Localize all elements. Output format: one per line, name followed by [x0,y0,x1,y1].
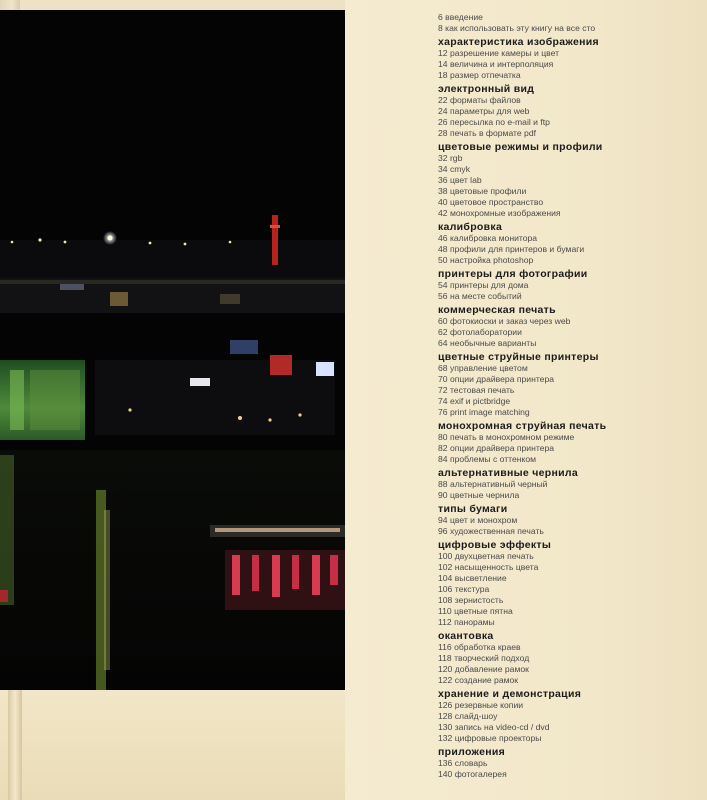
toc-entry: 88 альтернативный черный [438,479,548,489]
toc-section-heading: хранение и демонстрация [438,688,582,700]
toc-entry: 80 печать в монохромном режиме [438,432,575,442]
toc-entry: 82 опции драйвера принтера [438,443,555,453]
toc-section-heading: приложения [438,746,506,758]
toc-entry: 90 цветные чернила [438,490,520,500]
toc-entry: 74 exif и pictbridge [438,396,511,406]
toc-entry: 54 принтеры для дома [438,280,529,290]
toc-section [438,12,700,34]
toc-section-heading: коммерческая печать [438,304,556,316]
toc-entry: 46 калибровка монитора [438,233,538,243]
toc-entry: 108 зернистость [438,595,504,605]
toc-entry: 24 параметры для web [438,106,530,116]
toc-section [438,746,700,780]
toc-entry: 22 форматы файлов [438,95,521,105]
toc-section-heading: цифровые эффекты [438,539,552,551]
toc-section [438,351,700,418]
toc-entry: 100 двухцветная печать [438,551,534,561]
toc-section [438,83,700,139]
toc-entry: 116 обработка краев [438,642,521,652]
toc-section [438,36,700,81]
toc-entry: 62 фотолаборатории [438,327,522,337]
toc-section [438,268,700,302]
toc-entry: 140 фотогалерея [438,769,507,779]
toc-entry: 60 фотокиоски и заказ через web [438,316,571,326]
toc-entry: 42 монохромные изображения [438,208,561,218]
toc-section-heading: электронный вид [438,83,535,95]
toc-entry: 40 цветовое пространство [438,197,544,207]
toc-entry: 64 необычные варианты [438,338,537,348]
toc-section [438,503,700,537]
toc-entry: 70 опции драйвера принтера [438,374,555,384]
toc-section-heading: цветные струйные принтеры [438,351,599,363]
toc-entry: 132 цифровые проекторы [438,733,542,743]
toc-section-heading: окантовка [438,630,494,642]
toc-entry: 128 слайд-шоу [438,711,498,721]
toc-entry: 72 тестовая печать [438,385,515,395]
toc-entry: 36 цвет lab [438,175,482,185]
toc-entry: 136 словарь [438,758,488,768]
night-city-photo [0,10,345,690]
toc-section-heading: цветовые режимы и профили [438,141,603,153]
toc-section [438,420,700,465]
toc-section-heading: калибровка [438,221,503,233]
toc-section [438,141,700,219]
toc-entry: 110 цветные пятна [438,606,513,616]
toc-entry: 126 резервные копии [438,700,524,710]
toc-section-heading: типы бумаги [438,503,508,515]
toc-entry: 8 как использовать эту книгу на все сто [438,23,596,33]
toc-entry: 94 цвет и монохром [438,515,518,525]
toc-section-heading: монохромная струйная печать [438,420,607,432]
toc-entry: 84 проблемы с оттенком [438,454,537,464]
toc-entry: 26 пересылка по e-mail и ftp [438,117,550,127]
toc-section [438,304,700,349]
toc-entry: 50 настройка photoshop [438,255,534,265]
toc-entry: 12 разрешение камеры и цвет [438,48,560,58]
toc-entry: 120 добавление рамок [438,664,529,674]
toc-section [438,221,700,266]
toc-entry: 102 насыщенность цвета [438,562,539,572]
toc-entry: 48 профили для принтеров и бумаги [438,244,585,254]
toc-section [438,539,700,628]
toc-entry: 14 величина и интерполяция [438,59,554,69]
toc-entry: 18 размер отпечатка [438,70,521,80]
toc-entry: 122 создание рамок [438,675,519,685]
toc-entry: 32 rgb [438,153,463,163]
toc-section-heading: принтеры для фотографии [438,268,588,280]
book-spine [8,690,22,800]
bottom-page-area [0,690,345,800]
toc-section-heading: альтернативные чернила [438,467,578,479]
toc-entry: 38 цветовые профили [438,186,527,196]
toc-entry: 56 на месте событий [438,291,522,301]
toc-entry: 28 печать в формате pdf [438,128,536,138]
toc-entry: 6 введение [438,12,483,22]
toc-entry: 130 запись на video-cd / dvd [438,722,550,732]
toc-entry: 34 cmyk [438,164,470,174]
toc-section [438,630,700,686]
toc-entry: 118 творческий подход [438,653,530,663]
toc-section-heading: характеристика изображения [438,36,599,48]
toc-entry: 104 высветление [438,573,507,583]
toc-entry: 112 панорамы [438,617,495,627]
toc-entry: 76 print image matching [438,407,530,417]
toc-entry: 106 текстура [438,584,490,594]
toc-entry: 96 художественная печать [438,526,544,536]
toc-section [438,688,700,744]
table-of-contents [438,12,700,780]
toc-section [438,467,700,501]
toc-entry: 68 управление цветом [438,363,528,373]
